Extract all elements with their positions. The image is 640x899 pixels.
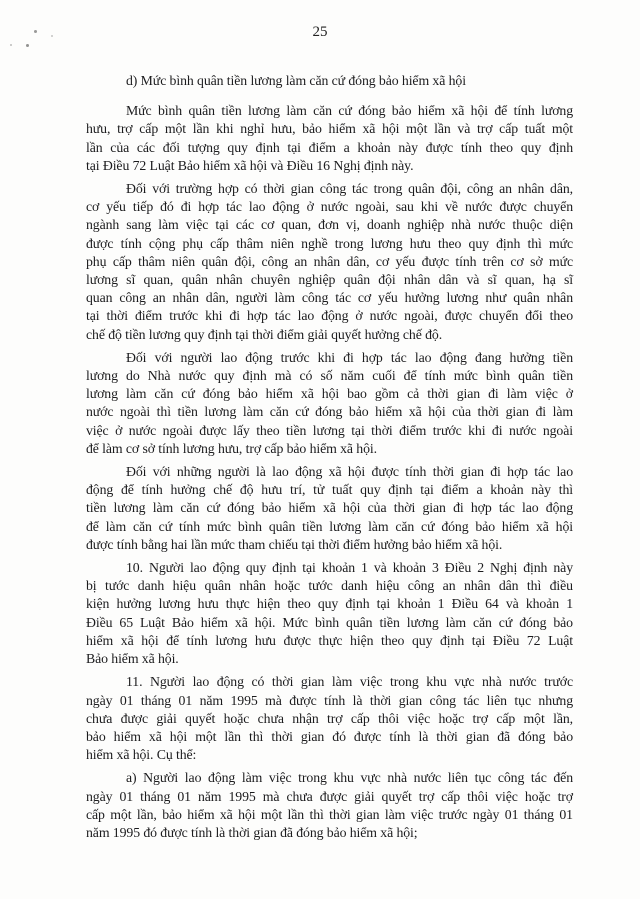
text-line: a) Người lao động làm việc trong khu vực nhà nước liên tục công tác đến [126, 770, 573, 786]
document-body [86, 72, 573, 847]
text-line: tại thời điểm trước khi đi hợp tác lao động ở nước ngoài, được chuyển đổi theo [86, 308, 573, 324]
text-line: ngành sang làm việc tại các cơ quan, đơn vị, doanh nghiệp nhà nước thuộc diện [86, 217, 573, 233]
text-line: lương sĩ quan, quân nhân chuyên nghiệp quân đội nhân dân và sĩ quan, hạ sĩ [86, 272, 573, 288]
paragraph-nguoi-lao-dong-hop-tac [86, 349, 573, 458]
text-line: năm 1995 đó được tính là thời gian đã đóng bảo hiểm xã hội; [86, 824, 418, 840]
text-line: cấp một lần, bảo hiểm xã hội một lần thì thời gian làm việc trước ngày 01 tháng 01 [86, 806, 573, 822]
text-line: chế độ tiền lương quy định tại thời điểm giải quyết hưởng chế độ. [86, 326, 443, 342]
text-line: Mức bình quân tiền lương làm căn cứ đóng bảo hiểm xã hội để tính lương [126, 103, 573, 119]
text-line: d) Mức bình quân tiền lương làm căn cứ đóng bảo hiểm xã hội [126, 73, 466, 88]
text-line: lương làm căn cứ đóng bảo hiểm xã hội bao gồm cả thời gian đi làm việc ở [86, 386, 573, 402]
text-line: tiền lương làm căn cứ đóng bảo hiểm xã hội của thời gian đi hợp tác lao động [86, 500, 573, 516]
text-line: lần của các đối tượng quy định tại điểm a khoản này được tính theo quy định [86, 139, 573, 155]
text-line: bảo hiểm xã hội một lần thì thời gian đó được tính là thời gian đã đóng bảo [86, 728, 573, 744]
text-line: lương do Nhà nước quy định mà có số năm cuối để tính mức bình quân tiền [86, 368, 573, 384]
text-line: Đối với trường hợp có thời gian công tác trong quân đội, công an nhân dân, [126, 181, 573, 197]
text-line: động để tính hưởng chế độ hưu trí, tử tuất quy định tại điểm a khoản này thì [86, 482, 573, 498]
paragraph-muc-binh-quan [86, 102, 573, 175]
section-heading-d [86, 72, 573, 90]
scan-speck [51, 35, 53, 37]
text-line: được tính bằng hai lần mức tham chiếu tại thời điểm hưởng bảo hiểm xã hội. [86, 536, 503, 552]
paragraph-truong-hop-quan-doi [86, 180, 573, 344]
text-line: Điều 65 Luật Bảo hiểm xã hội. Mức bình quân tiền lương làm căn cứ đóng bảo [86, 614, 573, 630]
text-line: hiểm xã hội để tính lương hưu được thực hiện theo quy định tại Điều 72 Luật [86, 632, 573, 648]
page-number: 25 [312, 24, 328, 40]
text-line: việc ở nước ngoài được lấy theo tiền lương tại thời điểm trước khi đi nước ngoài [86, 422, 573, 438]
text-line: chưa được giải quyết hoặc chưa nhận trợ cấp thôi việc hoặc trợ cấp một lần, [86, 710, 573, 726]
paragraph-khoan-11 [86, 673, 573, 764]
text-line: phụ cấp thâm niên quân đội, công an nhân dân, cơ yếu được tính trên cơ sở mức [86, 253, 573, 269]
text-line: ngày 01 tháng 01 năm 1995 mà chưa được giải quyết trợ cấp thôi việc hoặc trợ [86, 788, 573, 804]
text-line: 10. Người lao động quy định tại khoản 1 và khoản 3 Điều 2 Nghị định này [126, 560, 573, 576]
text-line: Bảo hiểm xã hội. [86, 651, 179, 667]
scan-speck [26, 44, 29, 47]
text-line: ngày 01 tháng 01 năm 1995 mà được tính là thời gian công tác liên tục nhưng [86, 692, 573, 708]
text-line: Đối với người lao động trước khi đi hợp tác lao động đang hưởng tiền [126, 349, 573, 365]
paragraph-lao-dong-xa-hoi [86, 463, 573, 554]
text-line: kiện hưởng lương hưu thực hiện theo quy định tại khoản 1 Điều 64 và khoản 1 [86, 596, 573, 612]
text-line: quan công an nhân dân, người làm công tác cơ yếu hưởng lương như quân nhân [86, 290, 573, 306]
text-line: bị tước danh hiệu quân nhân hoặc tước danh hiệu công an nhân dân thì điều [86, 578, 573, 594]
text-line: để làm cơ sở tính lương hưu, trợ cấp bảo hiểm xã hội. [86, 440, 377, 456]
scan-speck [10, 44, 12, 46]
text-line: cơ yếu tiếp đó đi hợp tác lao động ở nước ngoài, sau khi về nước được chuyển [86, 199, 573, 215]
paragraph-diem-a [86, 769, 573, 842]
text-line: nước ngoài thì tiền lương làm căn cứ đóng bảo hiểm xã hội của thời gian đi làm [86, 404, 573, 420]
text-line: Đối với những người là lao động xã hội được tính thời gian đi hợp tác lao [126, 464, 573, 480]
text-line: hưu, trợ cấp một lần khi nghỉ hưu, bảo hiểm xã hội một lần và trợ cấp tuất một [86, 121, 573, 137]
text-line: để làm căn cứ tính mức bình quân tiền lương làm căn cứ đóng bảo hiểm xã hội [86, 518, 573, 534]
text-line: 11. Người lao động có thời gian làm việc trong khu vực nhà nước trước [126, 674, 573, 690]
text-line: tại Điều 72 Luật Bảo hiểm xã hội và Điều 16 Nghị định này. [86, 157, 414, 173]
text-line: được tính cộng phụ cấp thâm niên nghề trong lương hưu theo quy định thì mức [86, 235, 573, 251]
text-line: hiểm xã hội. Cụ thể: [86, 747, 197, 763]
scan-speck [34, 30, 37, 33]
paragraph-khoan-10 [86, 559, 573, 668]
